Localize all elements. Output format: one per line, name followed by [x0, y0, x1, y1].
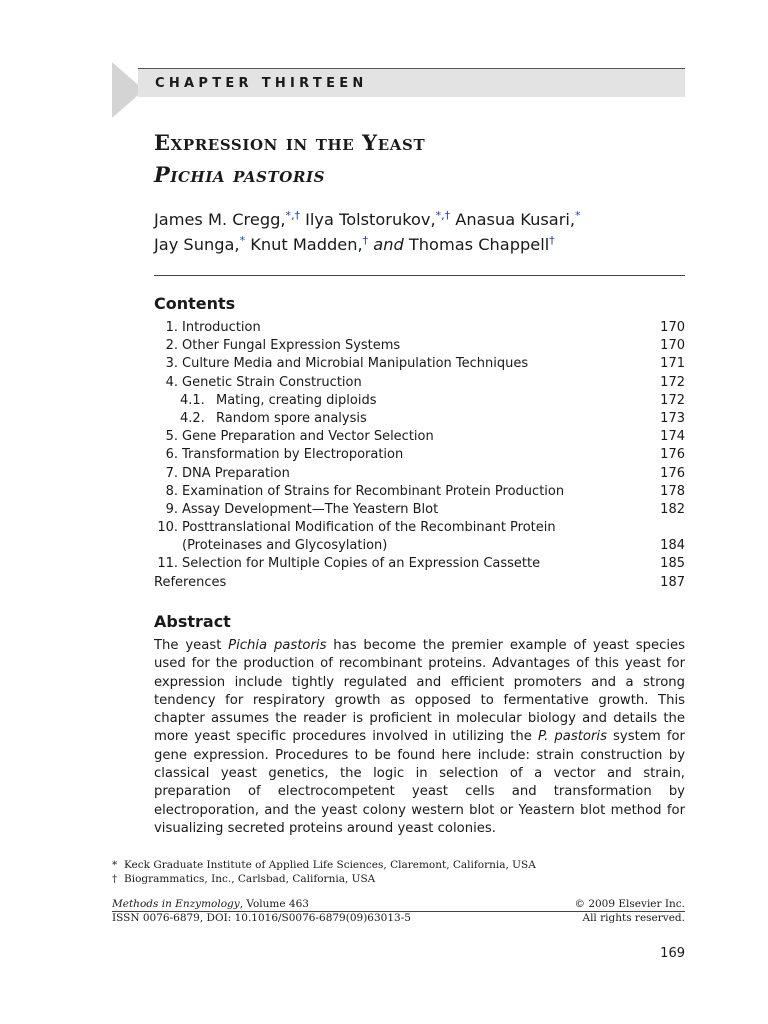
- journal-issn-doi[interactable]: ISSN 0076-6879, DOI: 10.1016/S0076-6879(09)63013-5: [112, 912, 411, 924]
- author-conjunction: and: [368, 235, 409, 254]
- toc-entry-title: Culture Media and Microbial Manipulation Techniques: [182, 356, 529, 372]
- toc-entry-title: Genetic Strain Construction: [182, 374, 362, 390]
- toc-entry[interactable]: [154, 337, 685, 355]
- toc-entry-title: (Proteinases and Glycosylation): [182, 538, 388, 554]
- toc-entry-number: 2.: [165, 338, 178, 354]
- title-line-1: Expression in the Yeast: [154, 130, 426, 155]
- abstract-text: system for gene expression. Procedures to be found here include: strain construction by classical yeast genetics, the logic in selection of a vector and strain, preparation of electrocompetent yeast cells and transformation by electroporation, and the yeast colony western blot or Yeastern blot method for visualizing secreted proteins around yeast colonies.: [154, 729, 685, 836]
- species-name: P. pastoris: [538, 729, 607, 745]
- toc-entry[interactable]: [154, 319, 685, 337]
- journal-name: Methods in Enzymology: [112, 898, 240, 910]
- toc-entry-title: Introduction: [182, 320, 261, 335]
- author-name: Ilya Tolstorukov,: [300, 210, 436, 229]
- toc-entry-page: 178: [660, 483, 685, 499]
- chapter-label: CHAPTER THIRTEEN: [155, 76, 368, 91]
- footnote-text: Keck Graduate Institute of Applied Life Sciences, Claremont, California, USA: [124, 859, 536, 871]
- abstract-body: [154, 637, 685, 838]
- toc-entry-page: 182: [660, 501, 685, 517]
- species-name: Pichia pastoris: [228, 638, 327, 653]
- toc-entry-title: Mating, creating diploids: [216, 392, 377, 408]
- toc-entry-page: 184: [660, 538, 685, 554]
- journal-volume: , Volume 463: [239, 898, 309, 910]
- toc-entry-page: 185: [660, 556, 685, 572]
- footnote-text: Biogrammatics, Inc., Carlsbad, California, USA: [124, 873, 376, 885]
- toc-entry-page: 176: [660, 465, 685, 481]
- rights: All rights reserved.: [582, 912, 685, 924]
- divider: [154, 275, 685, 276]
- toc-entry-page: 176: [660, 447, 685, 463]
- author-name: Knut Madden,: [245, 235, 363, 254]
- title-line-2: Pichia pastoris: [154, 162, 326, 187]
- toc-entry-page: 172: [660, 374, 685, 390]
- toc-entry-number: 4.: [165, 374, 178, 390]
- toc-entry-number: 5.: [165, 429, 178, 445]
- toc-entry[interactable]: [154, 410, 685, 428]
- toc-entry-title: References: [154, 574, 227, 590]
- toc-entry-number: 3.: [165, 356, 178, 372]
- toc-entry[interactable]: [154, 555, 685, 573]
- toc-entry-number: 7.: [165, 465, 178, 481]
- toc-entry-number: 1.: [165, 320, 178, 335]
- page-number: 169: [660, 946, 685, 961]
- toc-entry-page: 187: [660, 574, 685, 590]
- author-name: Jay Sunga,: [154, 235, 240, 254]
- toc-entry[interactable]: [154, 519, 685, 537]
- toc-entry-title: DNA Preparation: [182, 465, 290, 481]
- author-list: [154, 207, 694, 257]
- toc-entry-number: 11.: [157, 556, 178, 572]
- table-of-contents: [154, 319, 685, 592]
- toc-entry[interactable]: [154, 428, 685, 446]
- affiliation-marks[interactable]: *: [575, 209, 581, 222]
- toc-entry-number: 6.: [165, 447, 178, 463]
- toc-entry-number: 10.: [157, 520, 178, 536]
- footnote-mark: *: [112, 859, 118, 871]
- toc-entry-page: 170: [660, 320, 685, 335]
- author-name: Anasua Kusari,: [450, 210, 576, 229]
- footnote-mark: †: [112, 873, 118, 885]
- toc-entry-page: 174: [660, 429, 685, 445]
- toc-entry[interactable]: [154, 465, 685, 483]
- toc-entry[interactable]: [154, 392, 685, 410]
- affiliation-marks[interactable]: *,†: [435, 209, 451, 222]
- affiliation-marks[interactable]: *: [239, 234, 246, 247]
- toc-entry[interactable]: [154, 483, 685, 501]
- toc-entry-number: 9.: [165, 501, 178, 517]
- affiliation-marks[interactable]: *,†: [285, 209, 301, 222]
- journal-divider: [112, 911, 685, 912]
- toc-entry-title: Examination of Strains for Recombinant Protein Production: [182, 483, 565, 499]
- toc-entry-title: Assay Development—The Yeastern Blot: [182, 501, 439, 517]
- copyright: © 2009 Elsevier Inc.: [574, 898, 685, 910]
- toc-entry-title: Random spore analysis: [216, 410, 367, 426]
- abstract-text: has become the premier example of yeast species used for the production of recombinant proteins. Advantages of this yeast for expression include tightly regulated and efficient promoters and a strong tendency for respiratory growth as opposed to fermentative growth. This chapter assumes the reader is proficient in molecular biology and details the more yeast specific procedures involved in utilizing the: [154, 638, 685, 745]
- toc-entry[interactable]: [154, 537, 685, 555]
- toc-entry-page: 173: [660, 410, 685, 426]
- author-name: Thomas Chappell: [408, 235, 550, 254]
- toc-entry-number: 4.1.: [180, 392, 205, 408]
- contents-heading: Contents: [154, 294, 236, 313]
- toc-entry-number: 8.: [165, 483, 178, 499]
- footnote: [112, 858, 536, 872]
- toc-entry[interactable]: [154, 374, 685, 392]
- affiliation-marks[interactable]: †: [362, 234, 369, 247]
- toc-entry-page: 172: [660, 392, 685, 408]
- toc-entry-page: 171: [660, 356, 685, 372]
- toc-entry-title: Posttranslational Modification of the Recombinant Protein: [182, 520, 556, 536]
- toc-entry-title: Selection for Multiple Copies of an Expression Cassette: [182, 556, 541, 572]
- footnote: [112, 872, 375, 886]
- toc-entry-title: Other Fungal Expression Systems: [182, 338, 401, 354]
- abstract-text: The yeast: [154, 638, 229, 653]
- toc-entry[interactable]: [154, 501, 685, 519]
- chapter-title: [154, 127, 425, 191]
- toc-entry-number: 4.2.: [180, 410, 205, 426]
- author-name: James M. Cregg,: [154, 210, 286, 229]
- toc-entry[interactable]: [154, 355, 685, 373]
- toc-entry-title: Gene Preparation and Vector Selection: [182, 429, 434, 445]
- toc-entry[interactable]: [154, 574, 685, 592]
- toc-entry[interactable]: [154, 446, 685, 464]
- toc-entry-page: 170: [660, 338, 685, 354]
- abstract-heading: Abstract: [154, 612, 231, 631]
- affiliation-marks[interactable]: †: [549, 234, 555, 247]
- toc-entry-title: Transformation by Electroporation: [182, 447, 404, 463]
